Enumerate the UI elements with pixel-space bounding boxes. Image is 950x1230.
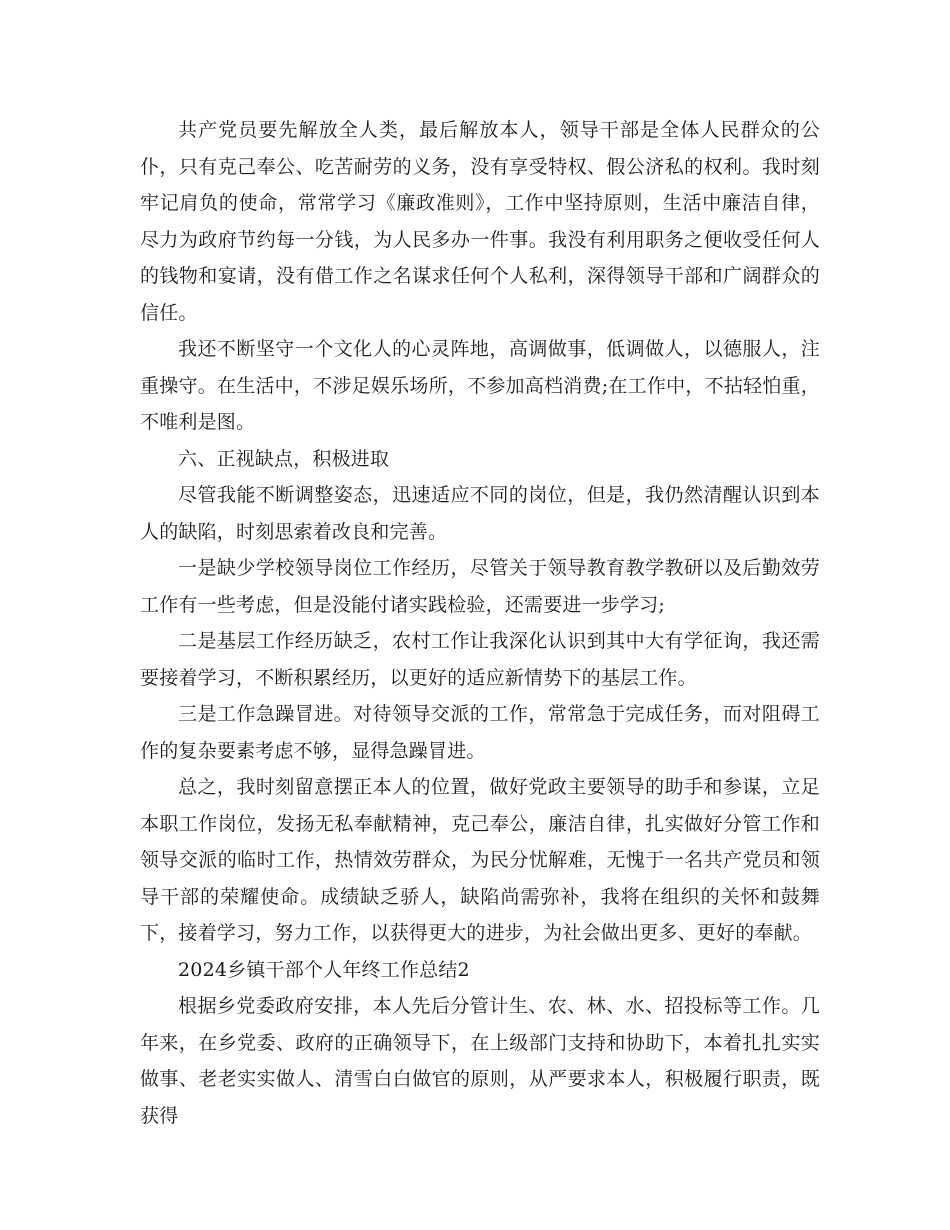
- paragraph-integrity: 共产党员要先解放全人类，最后解放本人，领导干部是全体人民群众的公仆，只有克己奉公、吃苦耐劳的义务，没有享受特权、假公济私的权利。我时刻牢记肩负的使命，常常学习《廉政准则》，工作中坚持原则，生活中廉洁自律，尽力为政府节约每一分钱，为人民多办一件事。我没有利用职务之便收受任何人的钱物和宴请，没有借工作之名谋求任何个人私利，深得领导干部和广阔群众的信任。: [140, 119, 820, 324]
- paragraph-shortcomings-intro: 尽管我能不断调整姿态，迅速适应不同的岗位，但是，我仍然清醒认识到本人的缺陷，时刻思索着改良和完善。: [140, 484, 820, 543]
- section-heading-shortcomings: 六、正视缺点，积极进取: [178, 447, 390, 470]
- document-page: [140, 112, 820, 1134]
- paragraph-shortcoming-2: 二是基层工作经历缺乏，农村工作让我深化认识到其中大有学征询，我还需要接着学习，不断积累经历，以更好的适应新情势下的基层工作。: [140, 630, 820, 689]
- paragraph-cultural-stance: 我还不断坚守一个文化人的心灵阵地，高调做事，低调做人，以德服人，注重操守。在生活中，不涉足娱乐场所，不参加高档消费;在工作中，不拈轻怕重，不唯利是图。: [140, 338, 820, 433]
- paragraph-summary-2-intro: 根据乡党委政府安排，本人先后分管计生、农、林、水、招投标等工作。几年来，在乡党委、政府的正确领导下，在上级部门支持和协助下，本着扎扎实实做事、老老实实做人、清雪白白做官的原则，从严要求本人，积极履行职责，既获得: [140, 995, 820, 1127]
- document-title-2: 2024乡镇干部个人年终工作总结2: [178, 958, 470, 981]
- paragraph-conclusion: 总之，我时刻留意摆正本人的位置，做好党政主要领导的助手和参谋，立足本职工作岗位，发扬无私奉献精神，克己奉公，廉洁自律，扎实做好分管工作和领导交派的临时工作，热情效劳群众，为民分忧解难，无愧于一名共产党员和领导干部的荣耀使命。成绩缺乏骄人，缺陷尚需弥补，我将在组织的关怀和鼓舞下，接着学习，努力工作，以获得更大的进步，为社会做出更多、更好的奉献。: [140, 776, 820, 944]
- paragraph-shortcoming-3: 三是工作急躁冒进。对待领导交派的工作，常常急于完成任务，而对阻碍工作的复杂要素考虑不够，显得急躁冒进。: [140, 703, 820, 762]
- paragraph-shortcoming-1: 一是缺少学校领导岗位工作经历，尽管关于领导教育教学教研以及后勤效劳工作有一些考虑，但是没能付诸实践检验，还需要进一步学习;: [140, 557, 820, 616]
